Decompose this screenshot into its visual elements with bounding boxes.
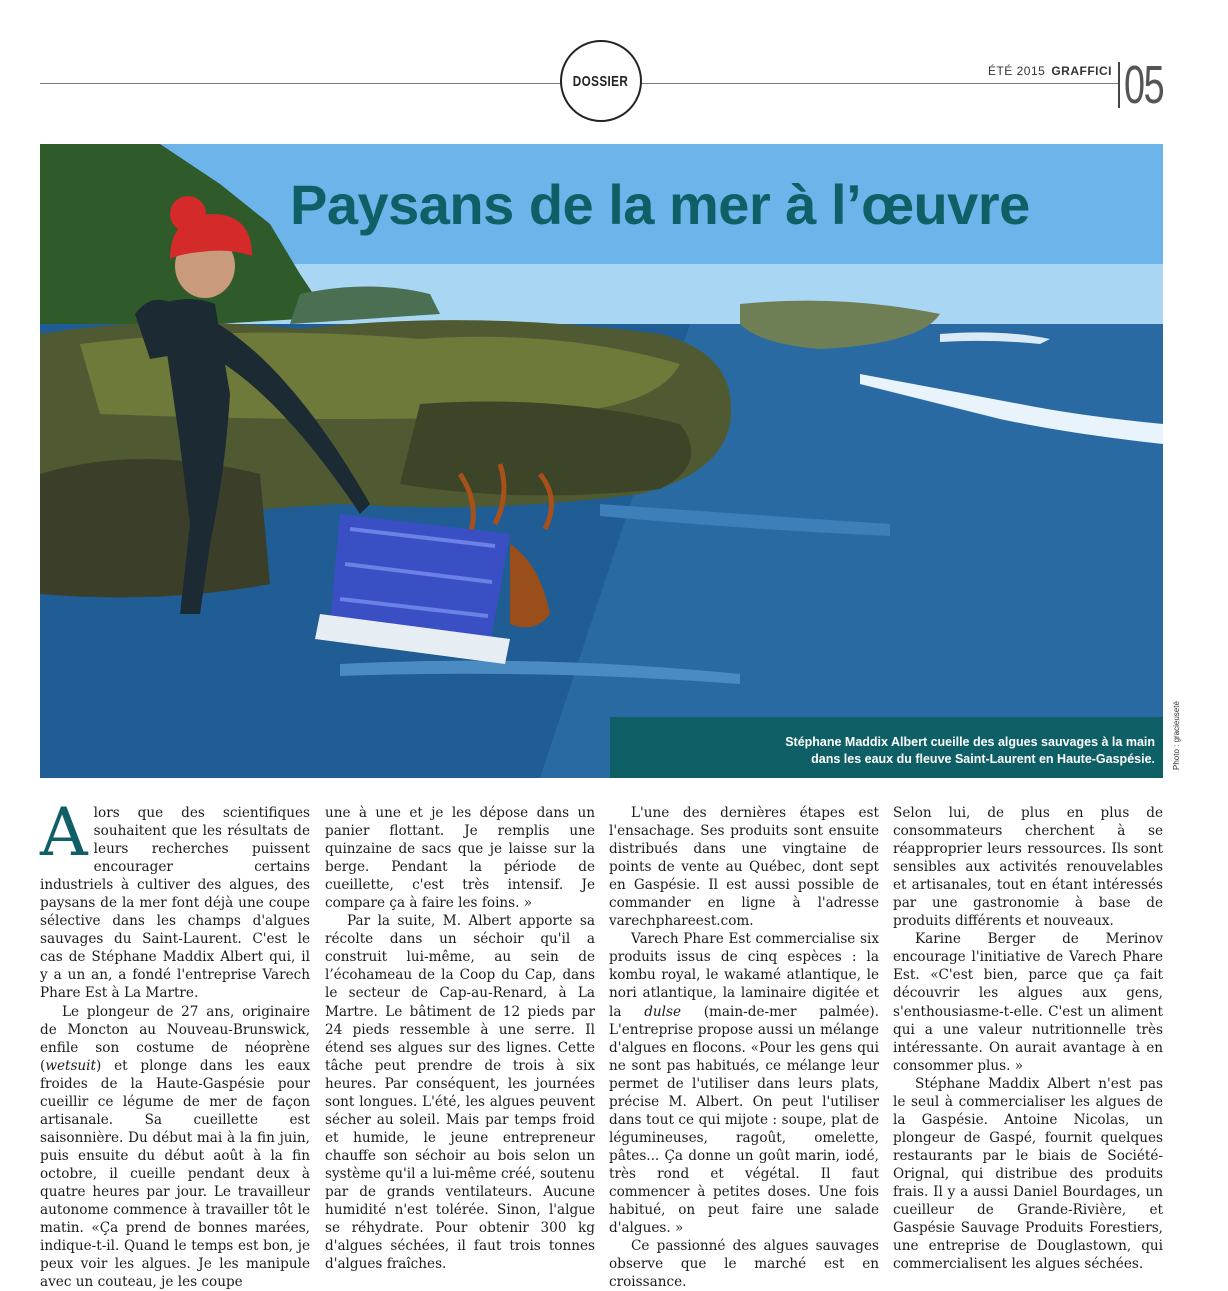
- paragraph-text: ) et plonge dans les eaux froides de la Haute-Gaspésie pour cueillir ce légume de mer de façon artisanale. Sa cueillette est saisonnière. Du début mai à la fin juin, puis ensuite du début août à la fin octobre, il cueille pendant deux à quatre heures par jour. Le travailleur autonome commence à travailler tôt le matin. «Ça prend de bonnes marées, indique-t-il. Quand le temps est bon, je peux voir les algues. Je les manipule avec un couteau, je les coupe: [40, 1057, 310, 1291]
- paragraph-text: Varech Phare Est commercialise six produits issus de cinq espèces : la kombu royal, le wakamé atlantique, le nori atlantique, la laminaire digitée et la: [609, 931, 879, 1020]
- paragraph: une à une et je les dépose dans un panier flottant. Je remplis une quinzaine de sacs que je laisse sur la berge. Pendant la période de cueillette, c'est très intensif. Je compare ça à faire les foins. »: [325, 805, 595, 912]
- issue-line: [988, 64, 1112, 78]
- paragraph: Karine Berger de Merinov encourage l'initiative de Varech Phare Est. «C'est bien, parce que ça fait découvrir les algues aux gens, s'enthousiasme-t-elle. C'est un aliment qui a une valeur nutritionnelle très intéressante. On aurait avantage à en consommer plus. »: [893, 931, 1163, 1074]
- paragraph-text: (main-de-mer palmée). L'entreprise propose aussi un mélange d'algues en flocons. «Pour les gens qui ne sont pas habitués, ce mélange leur permet de l'utiliser dans leurs plats, précise M. Albert. On peut l'utiliser dans tout ce qui mijote : soupe, plat de légumineuses, ragoût, omelette, pâtes... Ça donne un goût marin, iodé, très rond et végétal. Il faut commencer à petites doses. Une fois habitué, on peut faire une salade d'algues. »: [609, 1003, 879, 1237]
- paragraph: Ce passionné des algues sauvages observe que le marché est en croissance.: [609, 1238, 879, 1291]
- section-label: DOSSIER: [573, 72, 629, 90]
- article-column-4: [893, 804, 1163, 1273]
- hero-photo: [40, 144, 1163, 778]
- paragraph-text: Le plongeur de 27 ans, originaire de Moncton au Nouveau-Brunswick, enfile son costume de néoprène (: [40, 1003, 310, 1074]
- issue-season: ÉTÉ 2015: [987, 64, 1046, 78]
- article-column-2: [325, 804, 595, 1273]
- paragraph: Stéphane Maddix Albert n'est pas le seul à commercialiser les algues de la Gaspésie. Antoine Nicolas, un plongeur de Gaspé, fournit quelques restaurants par le biais de Société-Orignal, qui distribue des produits frais. Il y a aussi Daniel Bourdages, un cueilleur de Grande-Rivière, et Gaspésie Sauvage Produits Forestiers, une entreprise de Douglastown, qui commercialisent les algues séchées.: [893, 1075, 1163, 1273]
- paragraph: L'une des dernières étapes est l'ensachage. Ses produits sont ensuite distribués dans une vingtaine de points de vente au Québec, dont sept en Gaspésie. Il est aussi possible de commander en ligne à l'adresse varechphareest.com.: [609, 805, 879, 930]
- paragraph: [40, 1003, 310, 1291]
- article-column-1: [40, 794, 310, 1291]
- paragraph-text: lors que des scientifiques souhaitent que les résultats de leurs recherches puissent encourager certains industriels à cultiver des algues, des paysans de la mer font déjà une coupe sélective dans les champs d'algues sauvages du Saint-Laurent. C'est le cas de Stéphane Maddix Albert qui, il y a un an, a fondé l'entreprise Varech Phare Est à La Martre.: [40, 805, 310, 1002]
- section-badge: [560, 40, 642, 122]
- magazine-name: GRAFFICI: [1051, 64, 1112, 78]
- caption-line-2: dans les eaux du fleuve Saint-Laurent en Haute-Gaspésie.: [811, 752, 1155, 766]
- paragraph: Par la suite, M. Albert apporte sa récolte dans un séchoir qu'il a construit lui-même, au sein de l’écohameau de la Coop du Cap, dans le secteur de Cap-au-Renard, à La Martre. Le bâtiment de 12 pieds par 24 pieds ressemble à une serre. Il étend ses algues sur des lignes. Cette tâche peut prendre de trois à six heures. Par conséquent, les journées sont longues. L'été, les algues peuvent sécher au soleil. Mais par temps froid et humide, le jeune entrepreneur chauffe son séchoir au bois selon un système qu'il a lui-même créé, soutenu par de grands ventilateurs. Aucune humidité n'est tolérée. Sinon, l'algue se réhydrate. Pour obtenir 300 kg d'algues séchées, il faut trois tonnes d'algues fraîches.: [325, 913, 595, 1273]
- paragraph: [609, 930, 879, 1237]
- photo-caption: [610, 717, 1163, 778]
- caption-line-1: Stéphane Maddix Albert cueille des algues sauvages à la main: [785, 735, 1155, 749]
- paragraph: Selon lui, de plus en plus de consommateurs cherchent à se réapproprier leurs ressources. Ils sont sensibles aux activités renouvelables et artisanales, tout en étant intéressés par une gastronomie à base de produits différents et nouveaux.: [893, 805, 1163, 930]
- page-number: 05: [1124, 55, 1164, 115]
- italic-term: wetsuit: [45, 1057, 96, 1074]
- drop-cap: A: [40, 794, 88, 871]
- photo-illustration: [40, 144, 1163, 778]
- paragraph: [40, 794, 310, 1003]
- article-column-3: [609, 804, 879, 1291]
- article-headline: Paysans de la mer à l’œuvre: [290, 173, 1030, 236]
- italic-term: dulse: [644, 1003, 682, 1020]
- page-number-divider: [1118, 62, 1120, 108]
- photo-credit: Photo : gracieuseté: [1172, 701, 1181, 770]
